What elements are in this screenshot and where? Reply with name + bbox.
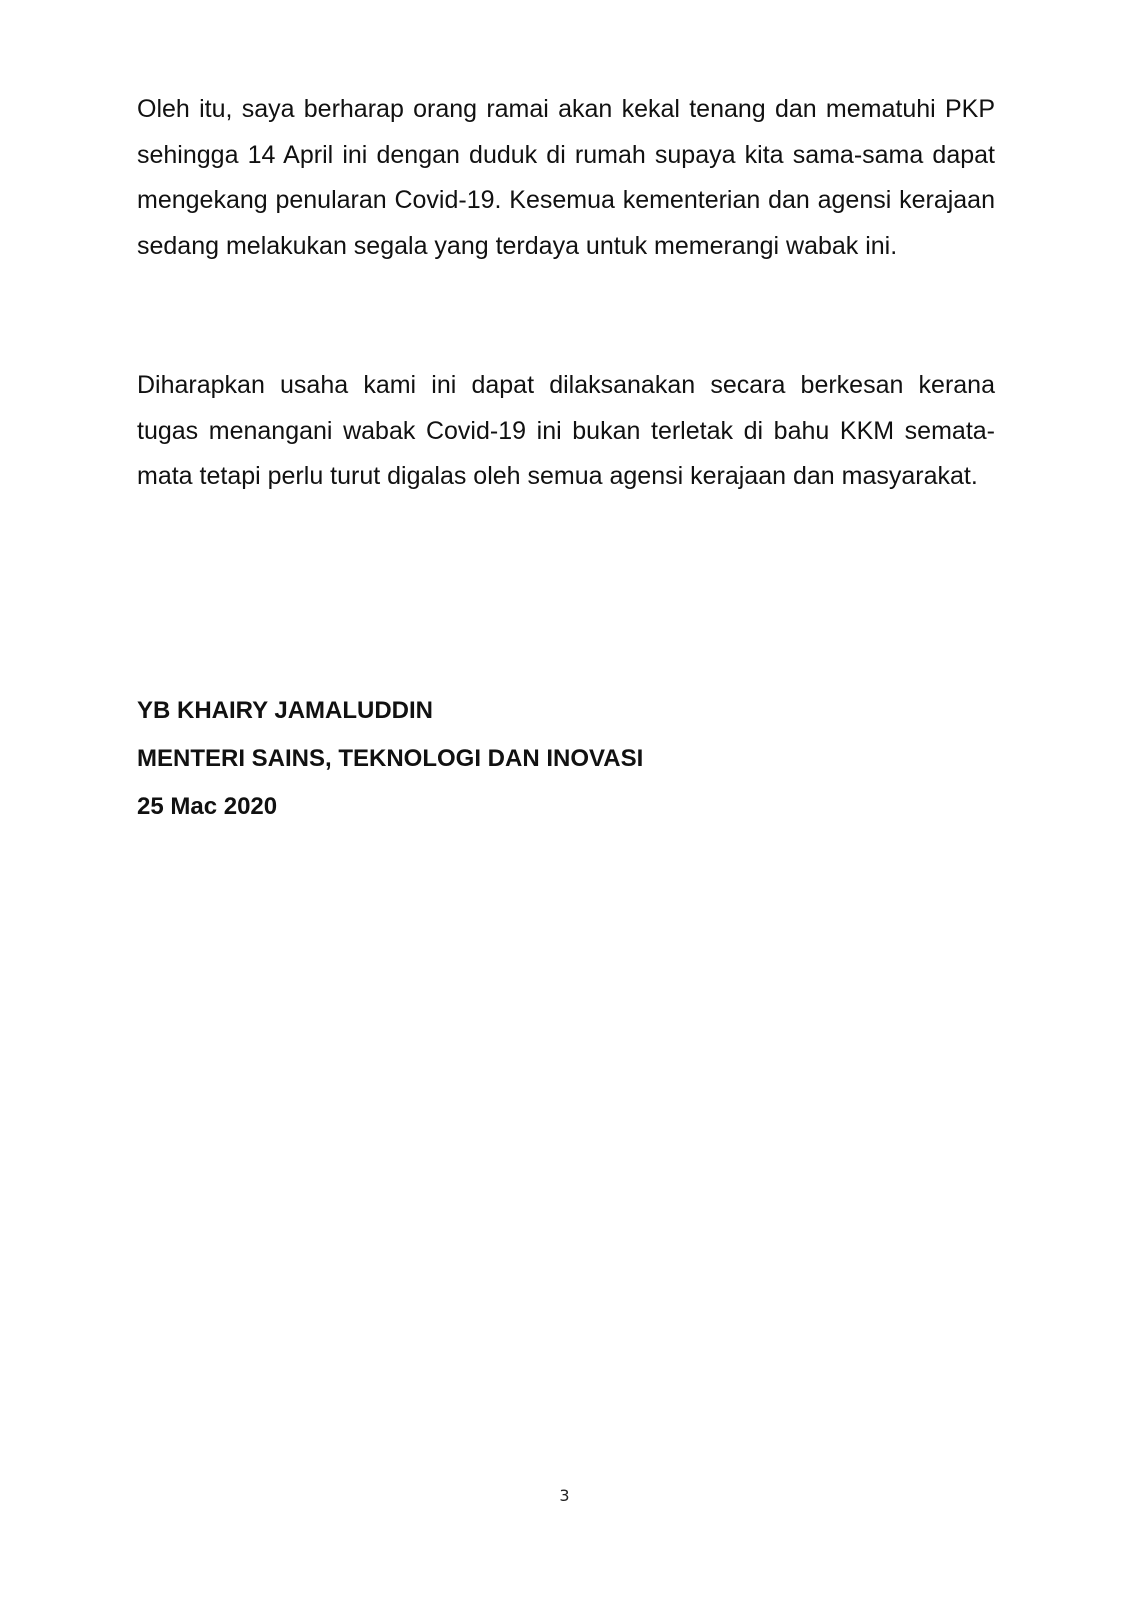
body-paragraph-1: Oleh itu, saya berharap orang ramai akan kekal tenang dan mematuhi PKP sehingga 14 April ini dengan duduk di rumah supaya kita sama-sama dapat mengekang penularan Covid-19. Kesemua kementerian dan agensi kerajaan sedang melakukan segala yang terdaya untuk memerangi wabak ini. xyxy=(137,95,995,260)
signature-block xyxy=(137,687,995,831)
body-paragraph-2: Diharapkan usaha kami ini dapat dilaksanakan secara berkesan kerana tugas menangani wabak Covid-19 ini bukan terletak di bahu KKM semata-mata tetapi perlu turut digalas oleh semua agensi kerajaan dan masyarakat. xyxy=(137,371,995,490)
signature-date: 25 Mac 2020 xyxy=(137,793,278,820)
signatory-name: YB KHAIRY JAMALUDDIN xyxy=(137,697,434,724)
signatory-title: MENTERI SAINS, TEKNOLOGI DAN INOVASI xyxy=(137,745,644,772)
page-number: 3 xyxy=(559,1486,570,1505)
